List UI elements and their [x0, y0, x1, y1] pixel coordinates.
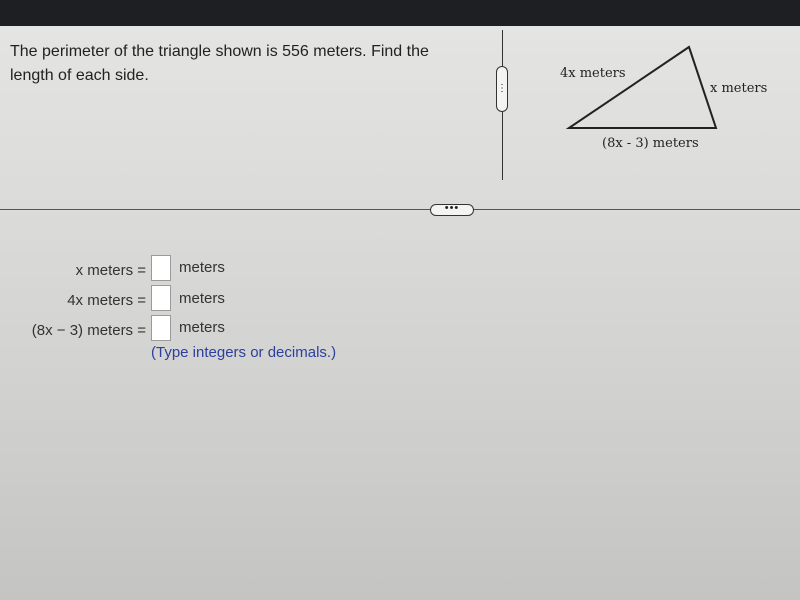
answer-unit-4x: meters [179, 290, 225, 307]
answer-input-8x-minus-3[interactable] [151, 315, 171, 341]
vertical-resize-handle[interactable] [496, 66, 508, 112]
panel-horizontal-divider [0, 209, 800, 210]
window-top-bar [0, 0, 800, 26]
question-text: The perimeter of the triangle shown is 556 meters. Find the length of each side. [10, 43, 429, 84]
drag-dots-icon: ⋮ [497, 83, 507, 94]
answer-format-hint: (Type integers or decimals.) [151, 344, 337, 361]
answer-label-4x: 4x meters = [67, 292, 146, 309]
more-dots-icon: ••• [444, 202, 460, 214]
triangle-bottom-side-label: (8x - 3) meters [602, 136, 699, 151]
triangle-figure [520, 40, 730, 140]
triangle-shape [569, 47, 716, 128]
answer-unit-8x-minus-3: meters [179, 319, 225, 336]
triangle-top-side-label: 4x meters [560, 66, 626, 81]
answer-label-x: x meters = [75, 262, 146, 279]
answer-input-4x[interactable] [151, 285, 171, 311]
answer-unit-x: meters [179, 259, 225, 276]
answer-label-8x-minus-3: (8x − 3) meters = [31, 322, 146, 339]
triangle-right-side-label: x meters [710, 81, 768, 96]
answer-input-x[interactable] [151, 255, 171, 281]
horizontal-resize-handle[interactable] [430, 204, 474, 216]
